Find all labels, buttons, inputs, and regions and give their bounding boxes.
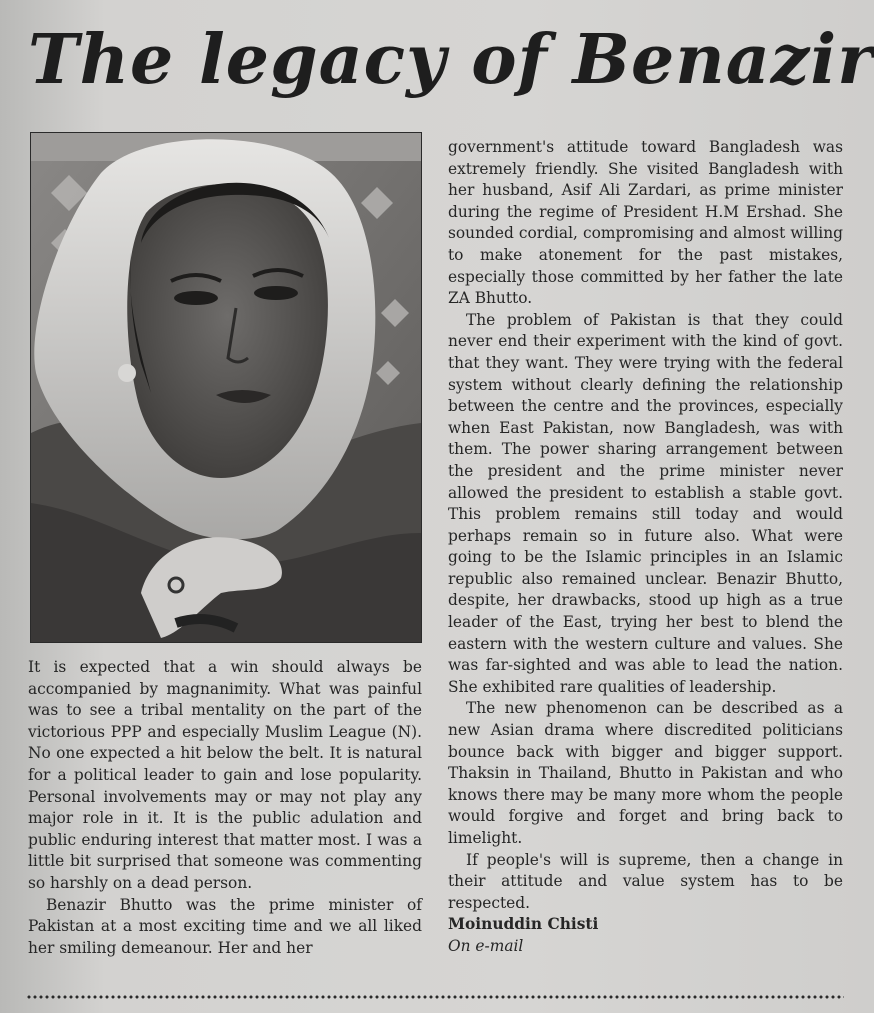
paragraph: government's attitude toward Bangladesh was extremely friendly. She visited Bangladesh with her husband, Asif Ali Zardari, as prime minister during the regime of President H.M Ershad. She sounded cordial, compromising and almost willing to make atonement for the past mistakes, especially those committed by her father the late ZA Bhutto. — [448, 138, 843, 308]
left-column — [28, 657, 422, 959]
paragraph: If people's will is supreme, then a change in their attitude and value system has to be respected. — [448, 850, 843, 912]
paragraph: The problem of Pakistan is that they could never end their experiment with the kind of govt. that they want. They were trying with the federal system without clearly defining the relationship between the centre and the provinces, especially when East Pakistan, now Bangladesh, was with them. The power sharing arrangement between the president and the prime minister never allowed the president to establish a stable govt. This problem remains still today and would perhaps remain so in future also. What were going to be the Islamic principles in an Islamic republic also remained unclear. Benazir Bhutto, despite, her drawbacks, stood up high as a true leader of the East, trying her best to blend the eastern with the western culture and values. She was far-sighted and was able to lead the nation. She exhibited rare qualities of leadership. — [448, 310, 843, 696]
paragraph: The new phenomenon can be described as a new Asian drama where discredited politicians bounce back with bigger and bigger support. Thaksin in Thailand, Bhutto in Pakistan and who knows there may be many more whom the people would forgive and forget and bring back to limelight. — [448, 699, 843, 847]
paragraph: It is expected that a win should always be accompanied by magnanimity. What was painful was to see a tribal mentality on the part of the victorious PPP and especially Muslim League (N). No one expected a hit below the belt. It is natural for a political leader to gain and lose popularity. Personal involvements may or may not play any major role in it. It is the public adulation and public enduring interest that matter most. I was a little bit surprised that someone was commenting so harshly on a dead person. — [28, 658, 422, 892]
author-source: On e-mail — [448, 936, 524, 955]
article-title: The legacy of Benazir — [28, 20, 874, 100]
author-name: Moinuddin Chisti — [448, 915, 599, 934]
article-photo — [30, 132, 422, 643]
paragraph: Benazir Bhutto was the prime minister of Pakistan at a most exciting time and we all liked her smiling demeanour. Her and her — [28, 895, 422, 957]
right-column — [448, 137, 843, 958]
dotted-divider — [26, 994, 844, 1000]
